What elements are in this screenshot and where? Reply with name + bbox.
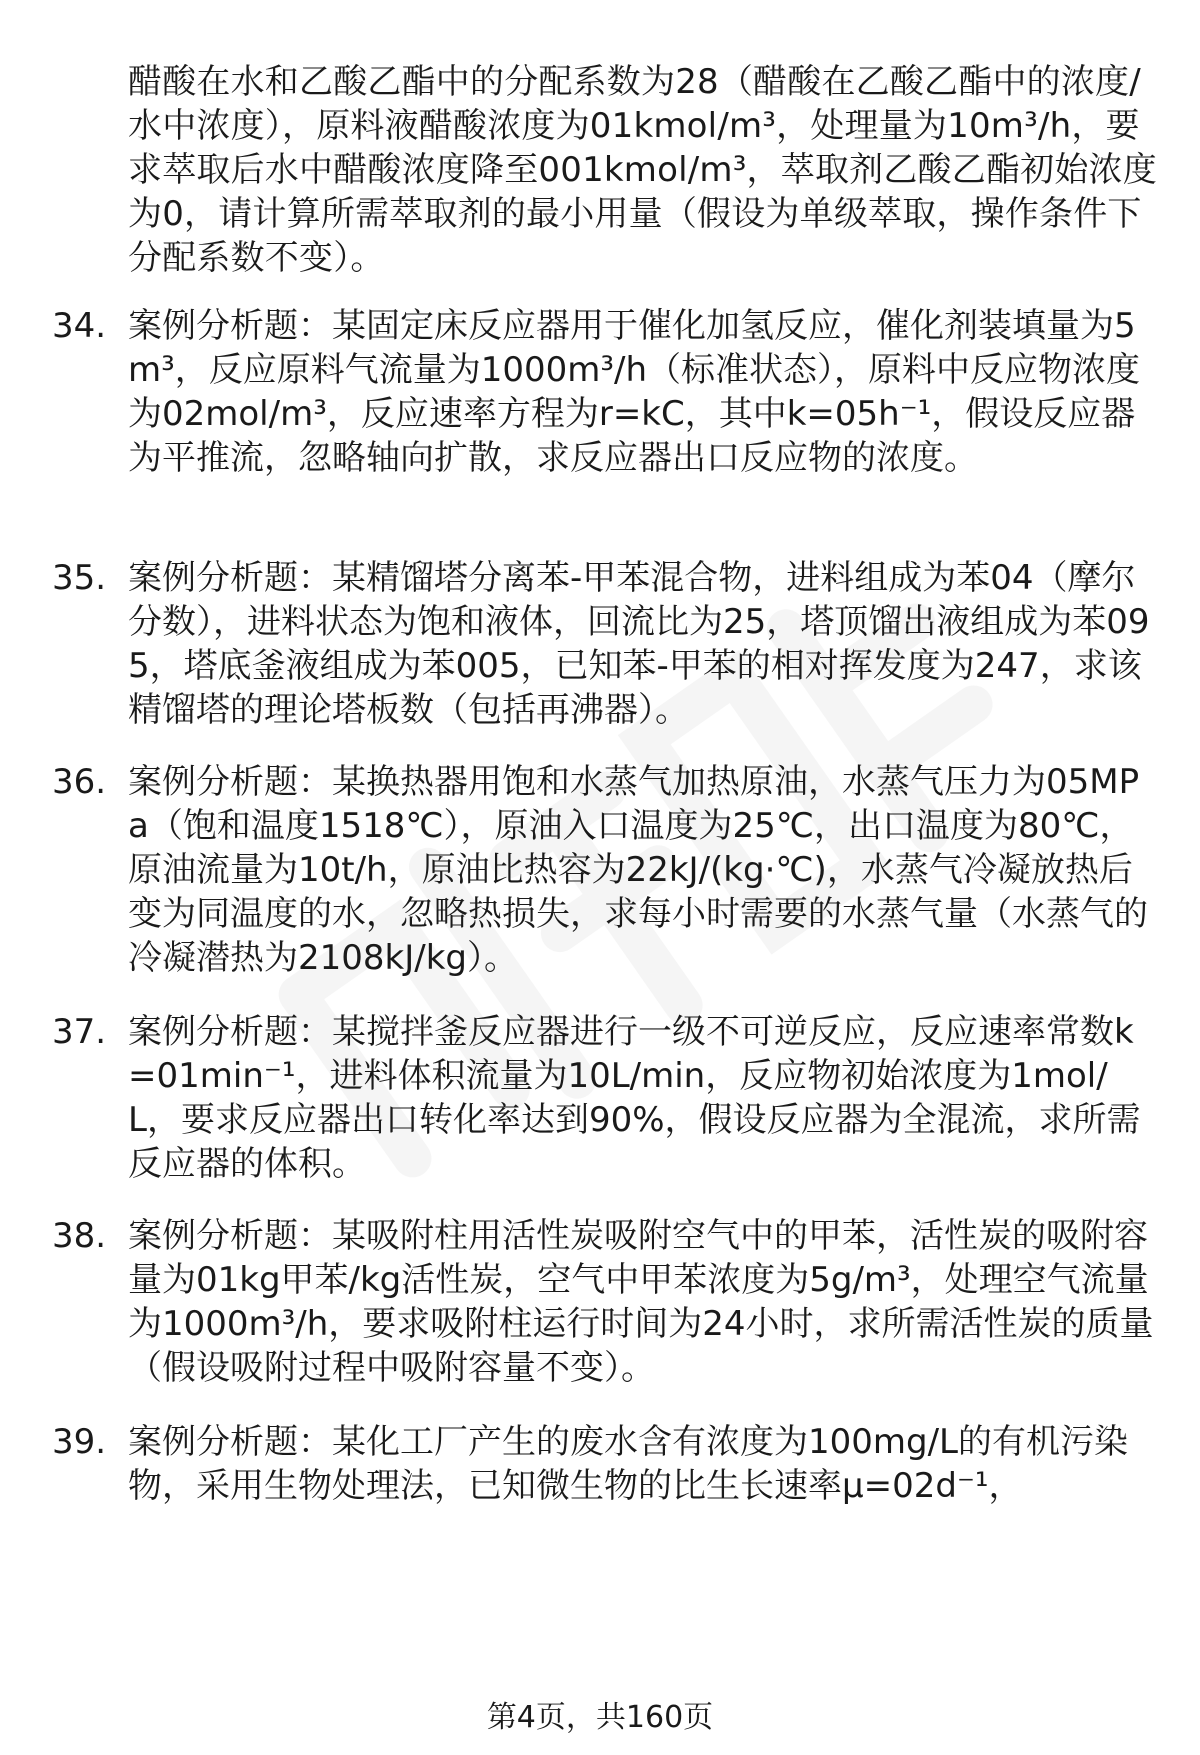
question-text: 案例分析题：某搅拌釜反应器进行一级不可逆反应，反应速率常数k=01min⁻¹，进料体积流量为10L/min，反应物初始浓度为1mol/L，要求反应器出口转化率达到90%，假设反应器为全混流，求所需反应器的体积。 (128, 1012, 1141, 1184)
question-text: 案例分析题：某吸附柱用活性炭吸附空气中的甲苯，活性炭的吸附容量为01kg甲苯/kg活性炭，空气中甲苯浓度为5g/m³，处理空气流量为1000m³/h，要求吸附柱运行时间为24小时，求所需活性炭的质量（假设吸附过程中吸附容量不变）。 (128, 1216, 1154, 1388)
question-number: 36. (52, 762, 107, 802)
question-text: 案例分析题：某精馏塔分离苯-甲苯混合物，进料组成为苯04（摩尔分数），进料状态为饱和液体，回流比为25，塔顶馏出液组成为苯095，塔底釜液组成为苯005，已知苯-甲苯的相对挥发度为247，求该精馏塔的理论塔板数（包括再沸器）。 (128, 558, 1150, 730)
question-number: 38. (52, 1216, 107, 1256)
question-text: 案例分析题：某化工厂产生的废水含有浓度为100mg/L的有机污染物，采用生物处理法，已知微生物的比生长速率μ=02d⁻¹， (128, 1422, 1128, 1506)
question-number: 35. (52, 558, 107, 598)
question-number: 37. (52, 1012, 107, 1052)
question-continuation-text: 醋酸在水和乙酸乙酯中的分配系数为28（醋酸在乙酸乙酯中的浓度/水中浓度），原料液醋酸浓度为01kmol/m³，处理量为10m³/h，要求萃取后水中醋酸浓度降至001kmol/m³，萃取剂乙酸乙酯初始浓度为0，请计算所需萃取剂的最小用量（假设为单级萃取，操作条件下分配系数不变）。 (128, 62, 1157, 278)
question-text: 案例分析题：某固定床反应器用于催化加氢反应，催化剂装填量为5m³，反应原料气流量为1000m³/h（标准状态），原料中反应物浓度为02mol/m³，反应速率方程为r=kC，其中k=05h⁻¹，假设反应器为平推流，忽略轴向扩散，求反应器出口反应物的浓度。 (128, 306, 1141, 478)
question-text: 案例分析题：某换热器用饱和水蒸气加热原油，水蒸气压力为05MPa（饱和温度1518℃），原油入口温度为25℃，出口温度为80℃，原油流量为10t/h，原油比热容为22kJ/(kg·℃)，水蒸气冷凝放热后变为同温度的水，忽略热损失，求每小时需要的水蒸气量（水蒸气的冷凝潜热为2108kJ/kg）。 (128, 762, 1148, 978)
question-number: 39. (52, 1422, 107, 1462)
page-number-footer: 第4页，共160页 (486, 1700, 714, 1735)
question-number: 34. (52, 306, 107, 346)
